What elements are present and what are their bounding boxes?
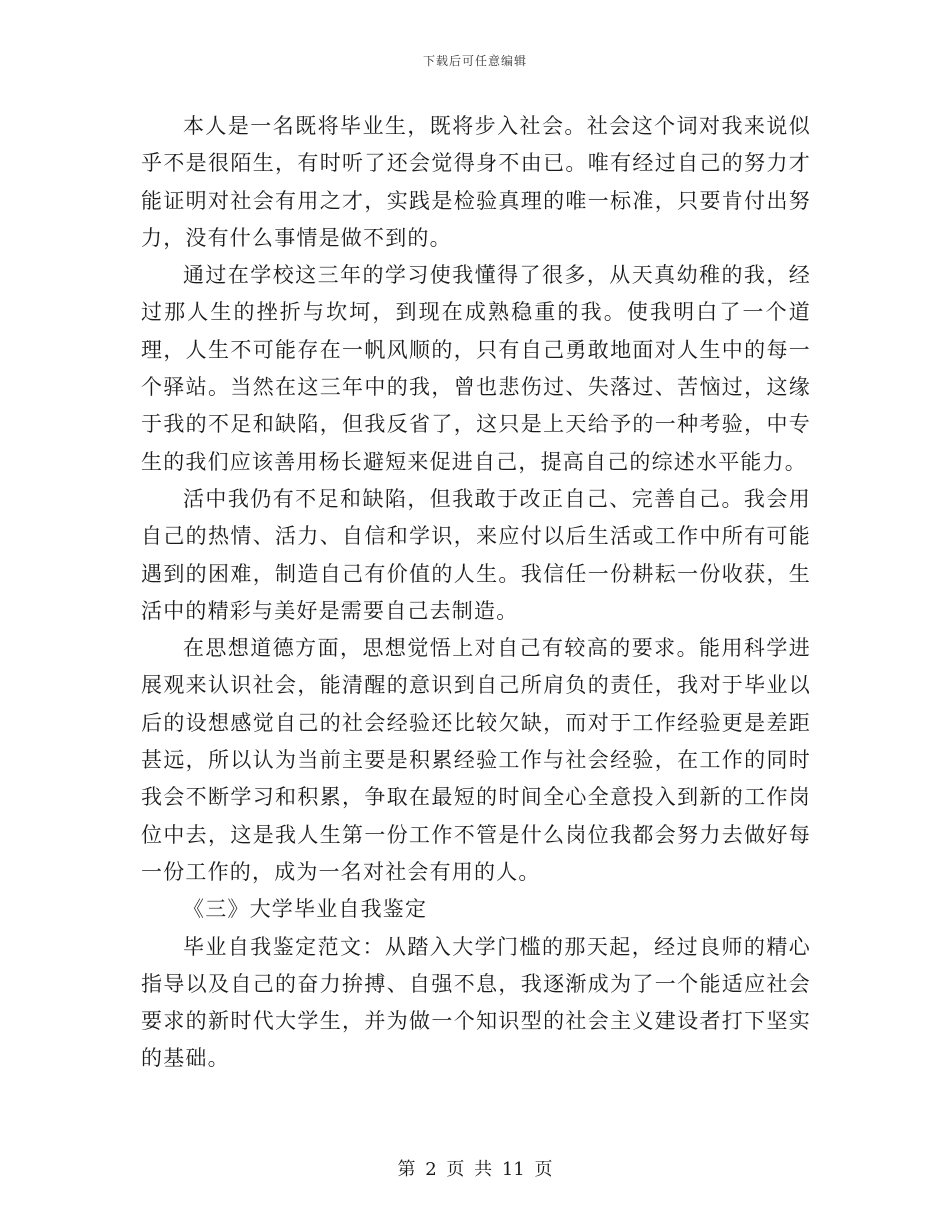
paragraph-1: 本人是一名既将毕业生，既将步入社会。社会这个词对我来说似乎不是很陌生，有时听了还会觉得身不由已。唯有经过自己的努力才能证明对社会有用之才，实践是检验真理的唯一标准，只要肯付出努力，没有什么事情是做不到的。	[141, 114, 811, 250]
paragraph-3: 活中我仍有不足和缺陷，但我敢于改正自己、完善自己。我会用自己的热情、活力、自信和学识，来应付以后生活或工作中所有可能遇到的困难，制造自己有价值的人生。我信任一份耕耘一份收获，生活中的精彩与美好是需要自己去制造。	[141, 486, 811, 623]
document-body	[141, 108, 811, 1078]
page-number-footer: 第 2 页 共 11 页	[397, 1159, 553, 1180]
page-header: 下载后可任意编辑	[422, 54, 527, 68]
section-heading: 《三》大学毕业自我鉴定	[183, 897, 428, 922]
paragraph-4: 在思想道德方面，思想觉悟上对自己有较高的要求。能用科学进展观来认识社会，能清醒的意识到自己所肩负的责任，我对于毕业以后的设想感觉自己的社会经验还比较欠缺，而对于工作经验更是差距甚远，所以认为当前主要是积累经验工作与社会经验，在工作的同时我会不断学习和积累，争取在最短的时间全心全意投入到新的工作岗位中去，这是我人生第一份工作不管是什么岗位我都会努力去做好每一份工作的，成为一名对社会有用的人。	[141, 636, 811, 884]
paragraph-2: 通过在学校这三年的学习使我懂得了很多，从天真幼稚的我，经过那人生的挫折与坎坷，到现在成熟稳重的我。使我明白了一个道理，人生不可能存在一帆风顺的，只有自己勇敢地面对人生中的每一个驿站。当然在这三年中的我，曾也悲伤过、失落过、苦恼过，这缘于我的不足和缺陷，但我反省了，这只是上天给予的一种考验，中专生的我们应该善用杨长避短来促进自己，提高自己的综述水平能力。	[141, 263, 811, 474]
paragraph-5: 毕业自我鉴定范文：从踏入大学门槛的那天起，经过良师的精心指导以及自己的奋力拚搏、自强不息，我逐渐成为了一个能适应社会要求的新时代大学生，并为做一个知识型的社会主义建设者打下坚实的基础。	[141, 934, 811, 1071]
